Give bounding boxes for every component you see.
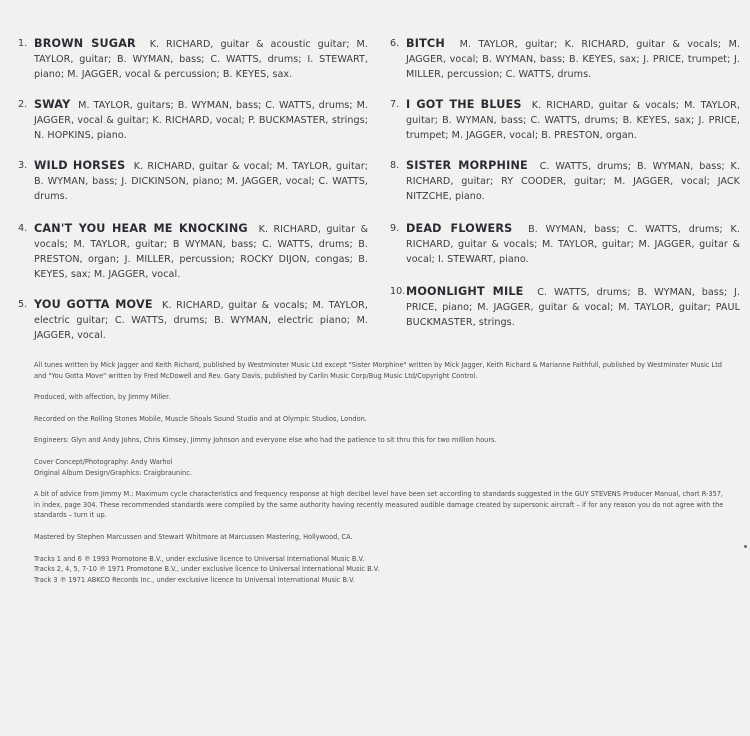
advice-note: A bit of advice from Jimmy M.: Maximum cycle characteristics and frequency response at high decibel level have been set according to standards suggested in the GUY STEVENS Producer Manual, chart R-357, in index, page 304. These recommended standards were compiled by the same authority having recently measured audible damage created by supersonic aircraft – if for any reason you do not agree with the standards – turn it up.: [34, 490, 724, 520]
track-body: [34, 221, 368, 297]
track-item: [18, 221, 368, 297]
track-number: 9.: [390, 223, 400, 234]
licence-note: Track 3 ℗ 1971 ABKCO Records Inc., under exclusive licence to Universal International Music B.V.: [34, 575, 355, 584]
track-body: [406, 158, 740, 221]
track-credits: K. RICHARD, guitar & acoustic guitar; M. TAYLOR, guitar; B. WYMAN, bass; C. WATTS, drums; I. STEWART, piano; M. JAGGER, vocal & percussion; B. KEYES, sax.: [34, 39, 368, 80]
track-credits: B. WYMAN, bass; C. WATTS, drums; K. RICHARD, guitar & vocals; M. TAYLOR, guitar; M. JAGGER, guitar & vocal; I. STEWART, piano.: [406, 224, 740, 265]
track-item: [390, 221, 740, 284]
track-body: [34, 297, 368, 343]
track-body: [406, 221, 740, 284]
track-number: 7.: [390, 99, 400, 110]
track-title: BROWN SUGAR: [34, 37, 136, 50]
track-title: DEAD FLOWERS: [406, 222, 513, 235]
track-credits: C. WATTS, drums; B. WYMAN, bass; J. PRICE, piano; M. JAGGER, guitar & vocal; M. TAYLOR, guitar; PAUL BUCKMASTER, strings.: [406, 287, 741, 328]
track-item: [18, 36, 368, 97]
track-number: 10.: [390, 286, 406, 297]
licence-note: Tracks 2, 4, 5, 7-10 ℗ 1971 Promotone B.V., under exclusive licence to Universal International Music B.V.: [34, 565, 380, 574]
track-number: 2.: [18, 99, 28, 110]
track-number: 6.: [390, 38, 400, 49]
licence-note: Tracks 1 and 6 ℗ 1993 Promotone B.V., under exclusive licence to Universal International Music B.V.: [34, 554, 365, 563]
track-credits: C. WATTS, drums; B. WYMAN, bass; K. RICHARD, guitar; RY COODER, guitar; M. JAGGER, vocal; JACK NITZCHE, piano.: [406, 161, 740, 202]
track-title: SWAY: [34, 98, 71, 111]
track-number: 4.: [18, 223, 28, 234]
track-body: [406, 36, 740, 97]
track-number: 5.: [18, 299, 28, 310]
publishing-note: All tunes written by Mick Jagger and Keith Richard, published by Westminster Music Ltd except "Sister Morphine" written by Mick Jagger, Keith Richard & Marianne Faithfull, published by Westminster Music Ltd and "You Gotta Move" written by Fred McDowell and Rev. Gary Davis, published by Carlin Music Corp/Bug Music Ltd/Copyright Control.: [34, 361, 722, 380]
track-credits: K. RICHARD, guitar & vocals; M. TAYLOR, guitar; B. WYMAN, bass; C. WATTS, drums; B. KEYES, sax; J. PRICE, trumpet; M. JAGGER, vocal; B. PRESTON, organ.: [406, 100, 740, 141]
track-title: MOONLIGHT MILE: [406, 285, 524, 298]
track-number: 3.: [18, 160, 28, 171]
print-dot: [744, 545, 747, 548]
track-item: [390, 36, 740, 97]
track-list: [18, 36, 740, 343]
track-item: [390, 158, 740, 221]
track-item: [18, 97, 368, 158]
track-title: BITCH: [406, 37, 445, 50]
track-number: 8.: [390, 160, 400, 171]
producer-note: Produced, with affection, by Jimmy Miller.: [34, 393, 171, 402]
track-credits: K. RICHARD, guitar & vocals; M. TAYLOR, electric guitar; C. WATTS, drums; B. WYMAN, electric piano; M. JAGGER, vocal.: [34, 300, 368, 341]
track-title: CAN'T YOU HEAR ME KNOCKING: [34, 222, 248, 235]
cover-note: Cover Concept/Photography: Andy Warhol: [34, 457, 173, 466]
credits-block: [34, 360, 724, 585]
track-body: [406, 284, 740, 330]
recording-note: Recorded on the Rolling Stones Mobile, Muscle Shoals Sound Studio and at Olympic Studios, London.: [34, 414, 367, 423]
track-title: SISTER MORPHINE: [406, 159, 528, 172]
track-item: [390, 284, 740, 330]
track-credits: K. RICHARD, guitar & vocal; M. TAYLOR, guitar; B. WYMAN, bass; J. DICKINSON, piano; M. JAGGER, vocal; C. WATTS, drums.: [34, 161, 368, 202]
track-item: [18, 297, 368, 343]
track-credits: K. RICHARD, guitar & vocals; M. TAYLOR, guitar; B WYMAN, bass; C. WATTS, drums; B. PRESTON, organ; J. MILLER, percussion; ROCKY DIJON, congas; B. KEYES, sax; M. JAGGER, vocal.: [34, 224, 368, 280]
track-body: [34, 97, 368, 158]
track-credits: M. TAYLOR, guitars; B. WYMAN, bass; C. WATTS, drums; M. JAGGER, vocal & guitar; K. RICHARD, vocal; P. BUCKMASTER, strings; N. HOPKINS, piano.: [34, 100, 368, 141]
track-title: YOU GOTTA MOVE: [34, 298, 153, 311]
track-item: [18, 158, 368, 221]
track-body: [34, 158, 368, 221]
mastering-note: Mastered by Stephen Marcussen and Stewart Whitmore at Marcussen Mastering, Hollywood, CA.: [34, 532, 353, 541]
track-column-right: [390, 36, 740, 343]
track-body: [406, 97, 740, 158]
track-body: [34, 36, 368, 97]
track-title: WILD HORSES: [34, 159, 126, 172]
track-title: I GOT THE BLUES: [406, 98, 522, 111]
track-column-left: [18, 36, 368, 343]
design-note: Original Album Design/Graphics: Craigbrauninc.: [34, 468, 192, 477]
track-item: [390, 97, 740, 158]
track-number: 1.: [18, 38, 28, 49]
engineers-note: Engineers: Glyn and Andy Johns, Chris Kimsey, Jimmy Johnson and everyone else who had the patience to sit thru this for two million hours.: [34, 436, 497, 445]
track-credits: M. TAYLOR, guitar; K. RICHARD, guitar & vocals; M. JAGGER, vocal; B. WYMAN, bass; B. KEYES, sax; J. PRICE, trumpet; J. MILLER, percussion; C. WATTS, drums.: [406, 39, 740, 80]
